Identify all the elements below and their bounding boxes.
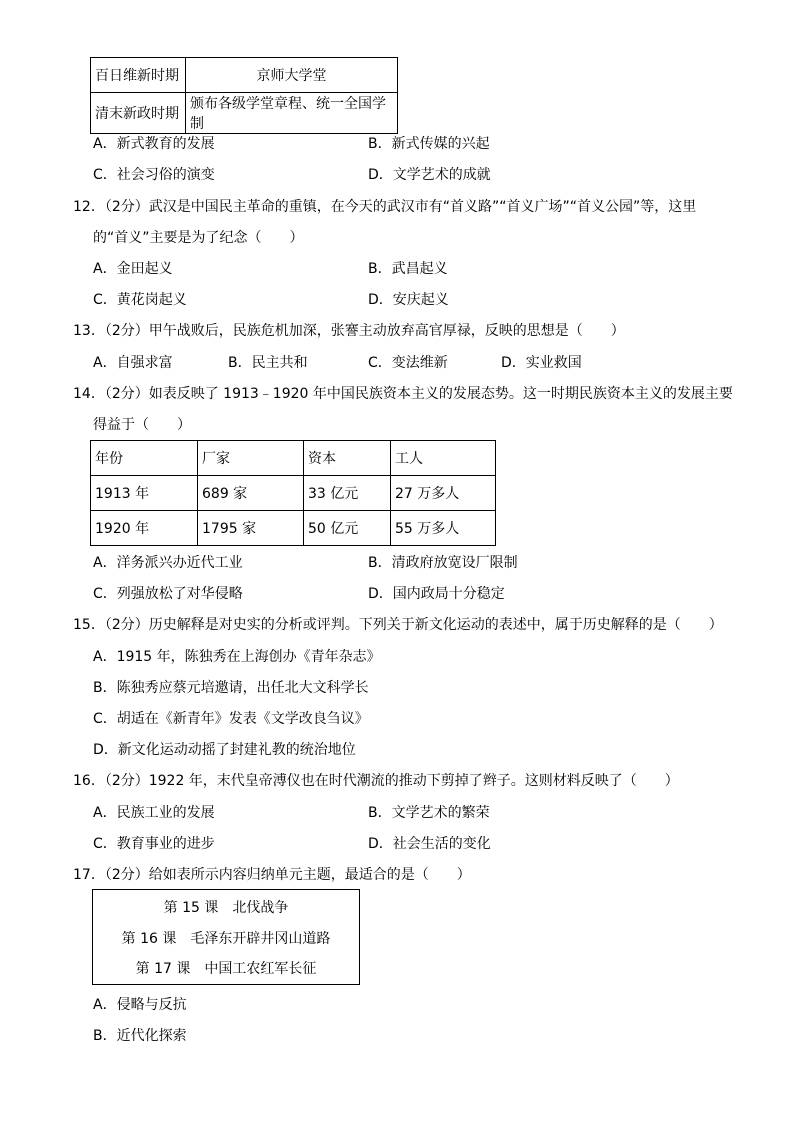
table-cell: 1913 年: [91, 476, 198, 511]
question-stem: 14．（2分）如表反映了 1913﹣1920 年中国民族资本主义的发展态势。这一时期民族资本主义的发展主要: [73, 386, 733, 402]
option-b: B．清政府放宽设厂限制: [368, 555, 518, 571]
option-b: B．文学艺术的繁荣: [368, 805, 490, 821]
option-d: D．实业救国: [501, 355, 582, 371]
lesson-box: [92, 889, 360, 985]
option-a: A．民族工业的发展: [93, 805, 215, 821]
option-d: D．新文化运动动摇了封建礼教的统治地位: [93, 742, 356, 758]
table-cell: 清末新政时期: [91, 93, 186, 134]
question-stem: 16．（2分）1922 年，末代皇帝溥仪也在时代潮流的推动下剪掉了辫子。这则材料反映了（ ）: [73, 773, 679, 789]
option-b: B．陈独秀应蔡元培邀请，出任北大文科学长: [93, 680, 369, 696]
table-header-cell: 厂家: [198, 441, 304, 476]
option-c: C．列强放松了对华侵略: [93, 586, 243, 602]
option-a: A．洋务派兴办近代工业: [93, 555, 243, 571]
question-stem: 15．（2分）历史解释是对史实的分析或评判。下列关于新文化运动的表述中，属于历史解释的是（ ）: [73, 617, 723, 633]
table-cell: 京师大学堂: [186, 58, 398, 93]
question-stem: 17．（2分）给如表所示内容归纳单元主题，最适合的是（ ）: [73, 867, 471, 883]
option-a: A．自强求富: [93, 355, 173, 371]
option-d: D．国内政局十分稳定: [368, 586, 505, 602]
option-d: D．安庆起义: [368, 292, 449, 308]
option-a: A．1915 年，陈独秀在上海创办《青年杂志》: [93, 649, 381, 665]
option-c: C．黄花岗起义: [93, 292, 187, 308]
question-stem: 13．（2分）甲午战败后，民族危机加深，张謇主动放弃高官厚禄，反映的思想是（ ）: [73, 323, 625, 339]
table-cell: 27 万多人: [391, 476, 496, 511]
question-stem: 12．（2分）武汉是中国民主革命的重镇，在今天的武汉市有“首义路”“首义广场”“首义公园”等，这里: [73, 199, 697, 215]
table-cell: 1795 家: [198, 511, 304, 546]
option-b: B．武昌起义: [368, 261, 448, 277]
data-table: [90, 440, 496, 546]
table-header-cell: 年份: [91, 441, 198, 476]
option-c: C．胡适在《新青年》发表《文学改良刍议》: [93, 711, 369, 727]
question-stem: 的“首义”主要是为了纪念（ ）: [93, 230, 304, 246]
option-a: A．新式教育的发展: [93, 136, 215, 152]
option-c: C．教育事业的进步: [93, 836, 215, 852]
option-a: A．侵略与反抗: [93, 997, 187, 1013]
table-cell: 百日维新时期: [91, 58, 186, 93]
lesson-line: 第 17 课 中国工农红军长征: [135, 961, 317, 977]
option-d: D．社会生活的变化: [368, 836, 491, 852]
table-header-cell: 工人: [391, 441, 496, 476]
table-cell: 689 家: [198, 476, 304, 511]
table-cell: 33 亿元: [304, 476, 391, 511]
table-cell: 1920 年: [91, 511, 198, 546]
option-b: B．近代化探索: [93, 1028, 187, 1044]
option-c: C．社会习俗的演变: [93, 167, 215, 183]
table-header-cell: 资本: [304, 441, 391, 476]
option-b: B．民主共和: [228, 355, 308, 371]
option-d: D．文学艺术的成就: [368, 167, 491, 183]
option-c: C．变法维新: [368, 355, 448, 371]
top-table: [90, 57, 398, 134]
option-b: B．新式传媒的兴起: [368, 136, 490, 152]
option-a: A．金田起义: [93, 261, 173, 277]
table-cell: 50 亿元: [304, 511, 391, 546]
lesson-line: 第 16 课 毛泽东开辟井冈山道路: [121, 931, 331, 947]
question-stem: 得益于（ ）: [93, 417, 191, 433]
table-cell: 55 万多人: [391, 511, 496, 546]
table-cell: 颁布各级学堂章程、统一全国学制: [186, 93, 398, 134]
lesson-line: 第 15 课 北伐战争: [163, 900, 289, 916]
